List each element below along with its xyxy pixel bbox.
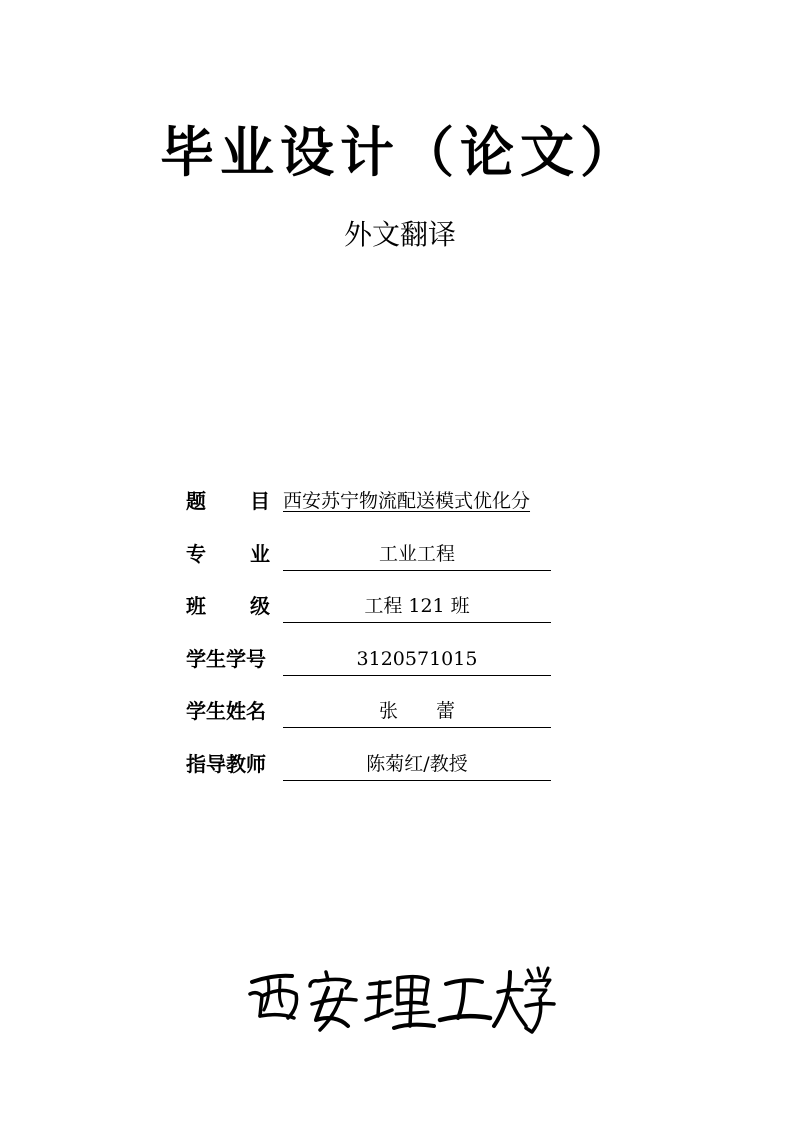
- topic-label-char-2: 目: [250, 489, 270, 513]
- class-label-char-2: 级: [250, 594, 270, 619]
- class-label-char-1: 班: [186, 594, 206, 619]
- advisor-label: 指导教师: [186, 751, 266, 776]
- major-label-char-2: 业: [250, 541, 270, 566]
- info-row-student-name: [186, 694, 566, 747]
- student-id-value: 3120571015: [283, 642, 551, 676]
- university-logo: [244, 960, 556, 1040]
- info-row-advisor: [186, 747, 566, 800]
- student-id-label: 学生学号: [186, 646, 266, 671]
- student-info-block: [186, 484, 566, 800]
- major-value: 工业工程: [283, 537, 551, 571]
- page-title: 毕业设计（论文）: [160, 121, 640, 184]
- student-name-value: 张 蕾: [283, 694, 551, 728]
- topic-label: [186, 484, 270, 518]
- topic-label-char-1: 题: [186, 489, 206, 513]
- page-subtitle: 外文翻译: [343, 218, 456, 251]
- info-row-class: [186, 589, 566, 642]
- info-row-student-id: [186, 642, 566, 695]
- calligraphy-university-name-logo-icon: [244, 960, 556, 1040]
- major-label-char-1: 专: [186, 541, 206, 566]
- student-name-label: 学生姓名: [186, 699, 266, 724]
- class-label: [186, 589, 270, 623]
- info-row-topic: [186, 484, 566, 537]
- advisor-value: 陈菊红/教授: [283, 747, 551, 781]
- major-label: [186, 537, 270, 571]
- topic-value: 西安苏宁物流配送模式优化分: [283, 490, 531, 512]
- class-value: 工程 121 班: [283, 589, 551, 623]
- info-row-major: [186, 537, 566, 590]
